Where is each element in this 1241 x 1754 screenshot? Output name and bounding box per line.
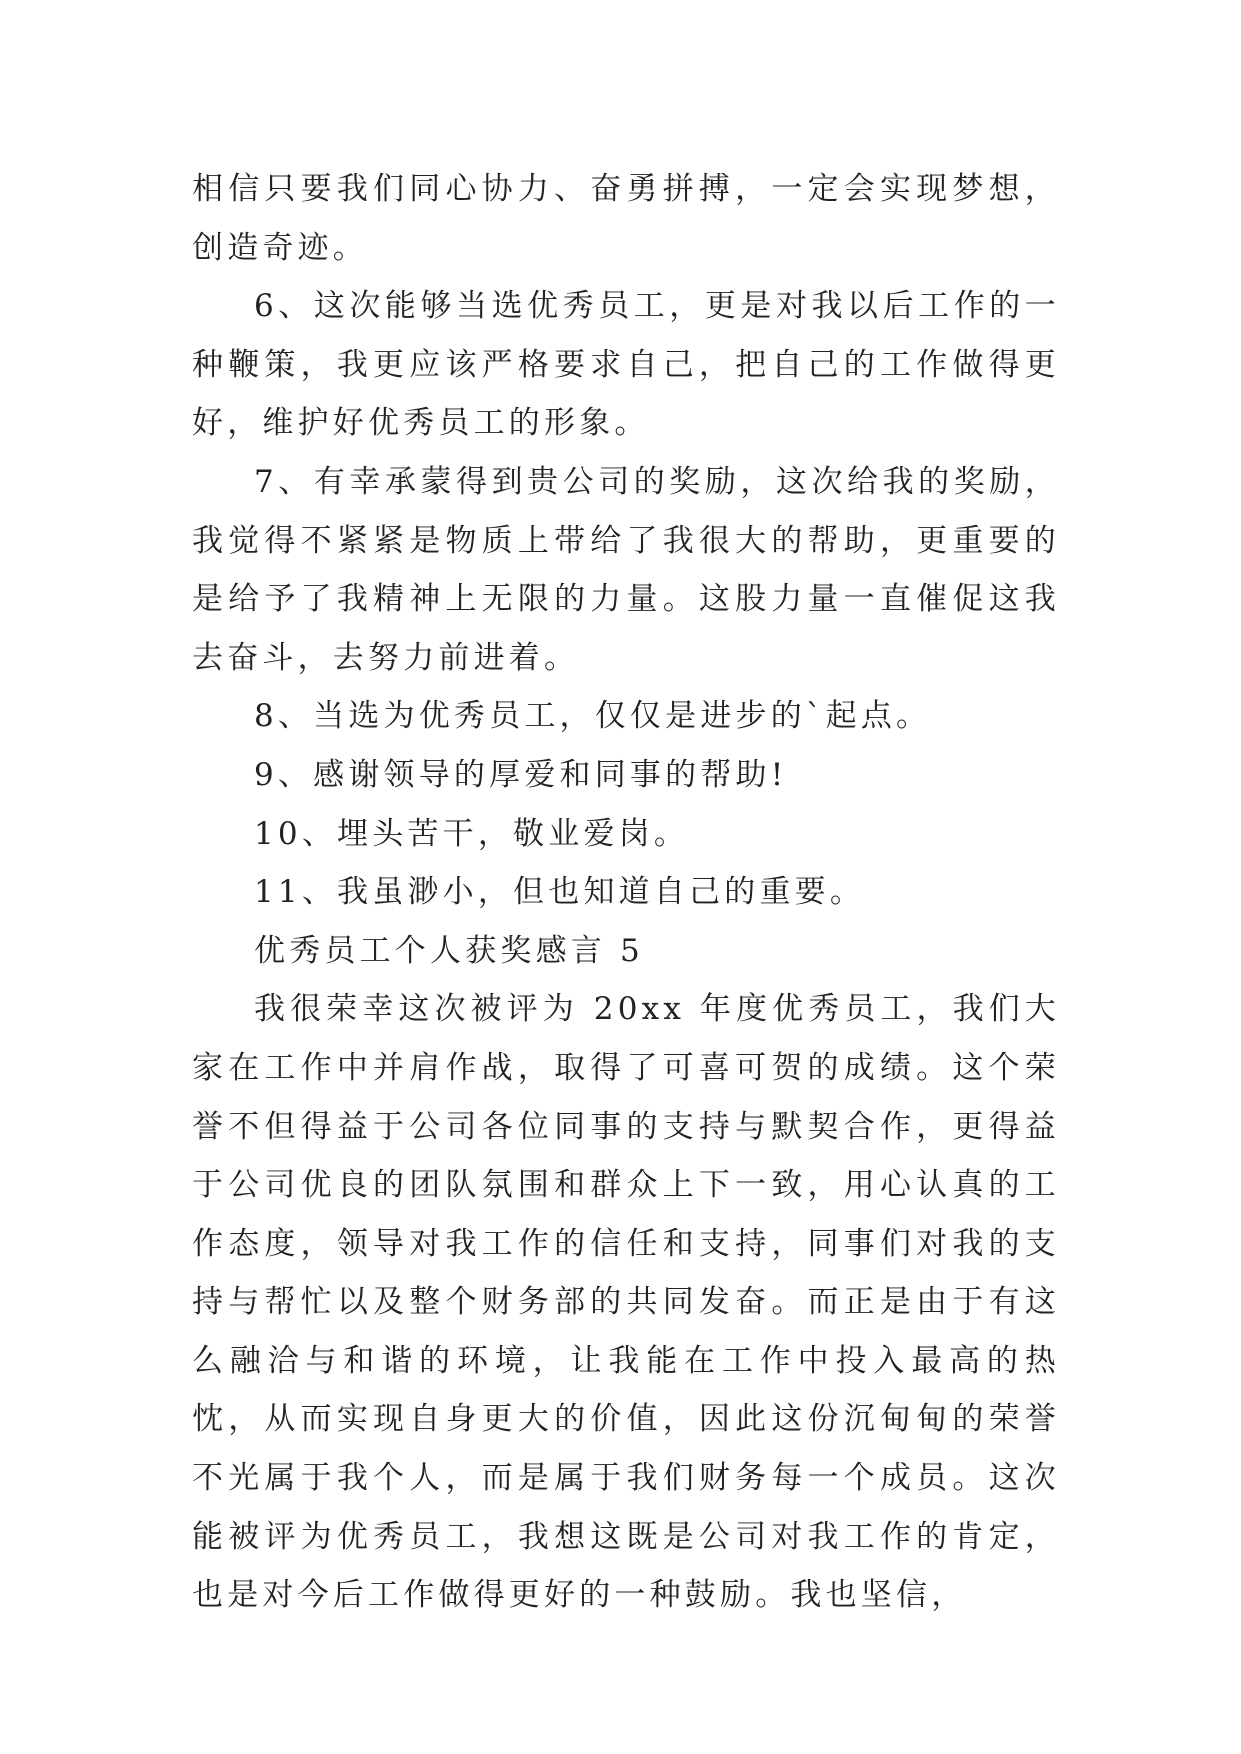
paragraph-item-11: 11、我虽渺小，但也知道自己的重要。 (254, 874, 866, 911)
paragraph-item-9: 9、感谢领导的厚爱和同事的帮助! (254, 756, 788, 793)
section-paragraph: 我很荣幸这次被评为 20xx 年度优秀员工，我们大家在工作中并肩作战，取得了可喜可贺的成绩。这个荣誉不但得益于公司各位同事的支持与默契合作，更得益于公司优良的团队氛围和群众上下一致，用心认真的工作态度，领导对我工作的信任和支持，同事们对我的支持与帮忙以及整个财务部的共同发奋。而正是由于有这么融洽与和谐的环境，让我能在工作中投入最高的热忱，从而实现自身更大的价值，因此这份沉甸甸的荣誉不光属于我个人，而是属于我们财务每一个成员。这次能被评为优秀员工，我想这既是公司对我工作的肯定，也是对今后工作做得更好的一种鼓励。我也坚信， (192, 991, 1060, 1614)
section-heading: 优秀员工个人获奖感言 5 (254, 932, 644, 969)
paragraph-item-6: 6、这次能够当选优秀员工，更是对我以后工作的一种鞭策，我更应该严格要求自己，把自己的工作做得更好，维护好优秀员工的形象。 (192, 288, 1060, 442)
paragraph-item-8: 8、当选为优秀员工，仅仅是进步的`起点。 (254, 698, 932, 735)
paragraph-item-7: 7、有幸承蒙得到贵公司的奖励，这次给我的奖励，我觉得不紧紧是物质上带给了我很大的帮助，更重要的是给予了我精神上无限的力量。这股力量一直催促这我去奋斗，去努力前进着。 (192, 463, 1060, 676)
paragraph-continued: 相信只要我们同心协力、奋勇拼搏，一定会实现梦想，创造奇迹。 (192, 171, 1060, 266)
document-body (192, 160, 1060, 1625)
paragraph-item-10: 10、埋头苦干，敬业爱岗。 (254, 815, 690, 852)
